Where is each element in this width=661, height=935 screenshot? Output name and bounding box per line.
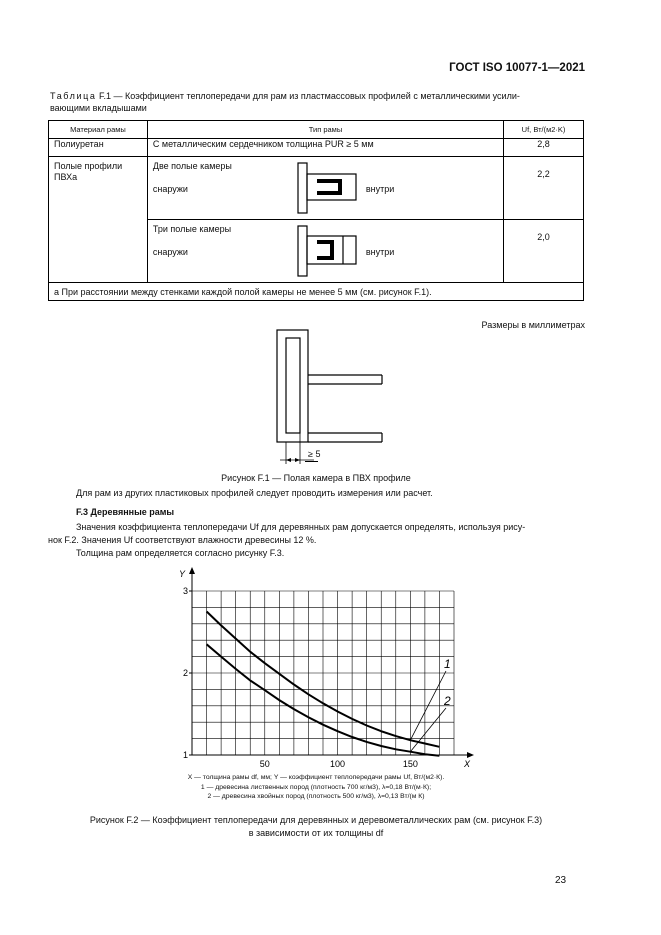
legend-line: X — толщина рамы df, мм; Y — коэффициент теплопередачи рамы Uf, Вт/(м2·К).: [187, 774, 445, 781]
legend-line: 2 — древесина хвойных пород (плотность 500 кг/м3), λ=0,13 Вт/(м К): [207, 793, 425, 800]
y-axis-arrow: [189, 567, 195, 574]
dimension-label: ≥ 5: [308, 449, 321, 459]
cell-uf: 2,0: [504, 220, 584, 283]
section-heading: F.3 Деревянные рамы: [76, 507, 175, 517]
paragraph: нок F.2. Значения Uf соответствуют влажности древесины 12 %.: [48, 535, 317, 545]
cell-type: [147, 220, 503, 283]
cell-uf: 2,2: [504, 157, 584, 220]
inside-label: внутри: [365, 184, 395, 194]
x-axis-label: X: [464, 759, 471, 769]
table-caption-text-2: вающими вкладышами: [50, 103, 147, 113]
frame-table: [48, 120, 584, 301]
cell-type: С металлическим сердечником толщина PUR ≥ 5 мм: [147, 139, 503, 157]
x-axis-arrow: [467, 752, 474, 758]
y-tick-label: 2: [182, 668, 188, 678]
figure-f1-caption: Рисунок F.1 — Полая камера в ПВХ профиле: [221, 473, 411, 483]
y-axis-label: Y: [179, 569, 186, 579]
dimension-underline: [305, 461, 318, 462]
col-header-uf: Uf, Вт/(м2·K): [504, 121, 584, 139]
figure-f2-caption-line-1: Рисунок F.2 — Коэффициент теплопередачи для деревянных и деревометаллических рам (см. рисунок F.3): [89, 815, 543, 825]
x-tick-label: 50: [259, 759, 270, 769]
page-number: 23: [555, 875, 567, 886]
x-tick-label: 150: [402, 759, 418, 769]
series-label-1: 1: [444, 657, 451, 671]
y-tick-label: 1: [182, 750, 188, 760]
figure-f1-profile: [270, 328, 410, 468]
table-caption: [50, 90, 586, 114]
paragraph: Значения коэффициента теплопередачи Uf для деревянных рам допускается определять, используя рису-: [76, 522, 526, 532]
series-label-2: 2: [444, 694, 451, 708]
cell-material: Полые профили ПВХa: [49, 157, 148, 283]
figure-f2-caption: [48, 814, 584, 840]
dimensions-note: Размеры в миллиметрах: [481, 320, 585, 330]
table-footnote: a При расстоянии между стенками каждой полой камеры не менее 5 мм (см. рисунок F.1).: [49, 283, 584, 301]
outside-label: снаружи: [152, 247, 188, 257]
x-tick-label: 100: [330, 759, 346, 769]
document-header: ГОСТ ISO 10077-1—2021: [449, 62, 585, 74]
outside-label: снаружи: [152, 184, 188, 194]
y-tick-label: 3: [182, 586, 188, 596]
figure-f2-chart: [160, 563, 480, 773]
three-chamber-profile-icon: [297, 225, 359, 277]
table-row: [49, 157, 584, 220]
legend-line: 1 — древесина лиственных пород (плотность 700 кг/м3), λ=0,18 Вт/(м·К);: [200, 783, 432, 791]
cell-type: [147, 157, 503, 220]
paragraph: Толщина рам определяется согласно рисунку F.3.: [76, 548, 285, 558]
chart-legend: [48, 773, 584, 802]
profile-label: Две полые камеры: [152, 161, 232, 171]
table-row: [49, 139, 584, 157]
profile-label: Три полые камеры: [152, 224, 232, 234]
table-caption-label: Таблица: [50, 91, 97, 101]
col-header-type: Тип рамы: [147, 121, 503, 139]
paragraph: Для рам из других пластиковых профилей следует проводить измерения или расчет.: [76, 488, 433, 498]
col-header-material: Материал рамы: [49, 121, 148, 139]
cell-material: Полиуретан: [49, 139, 148, 157]
table-caption-text: F.1 — Коэффициент теплопередачи для рам из пластмассовых профилей с металлическими усили-: [96, 91, 520, 101]
two-chamber-profile-icon: [297, 162, 359, 214]
cell-uf: 2,8: [504, 139, 584, 157]
inside-label: внутри: [365, 247, 395, 257]
table-footnote-row: [49, 283, 584, 301]
figure-f2-caption-line-2: в зависимости от их толщины df: [248, 828, 384, 838]
